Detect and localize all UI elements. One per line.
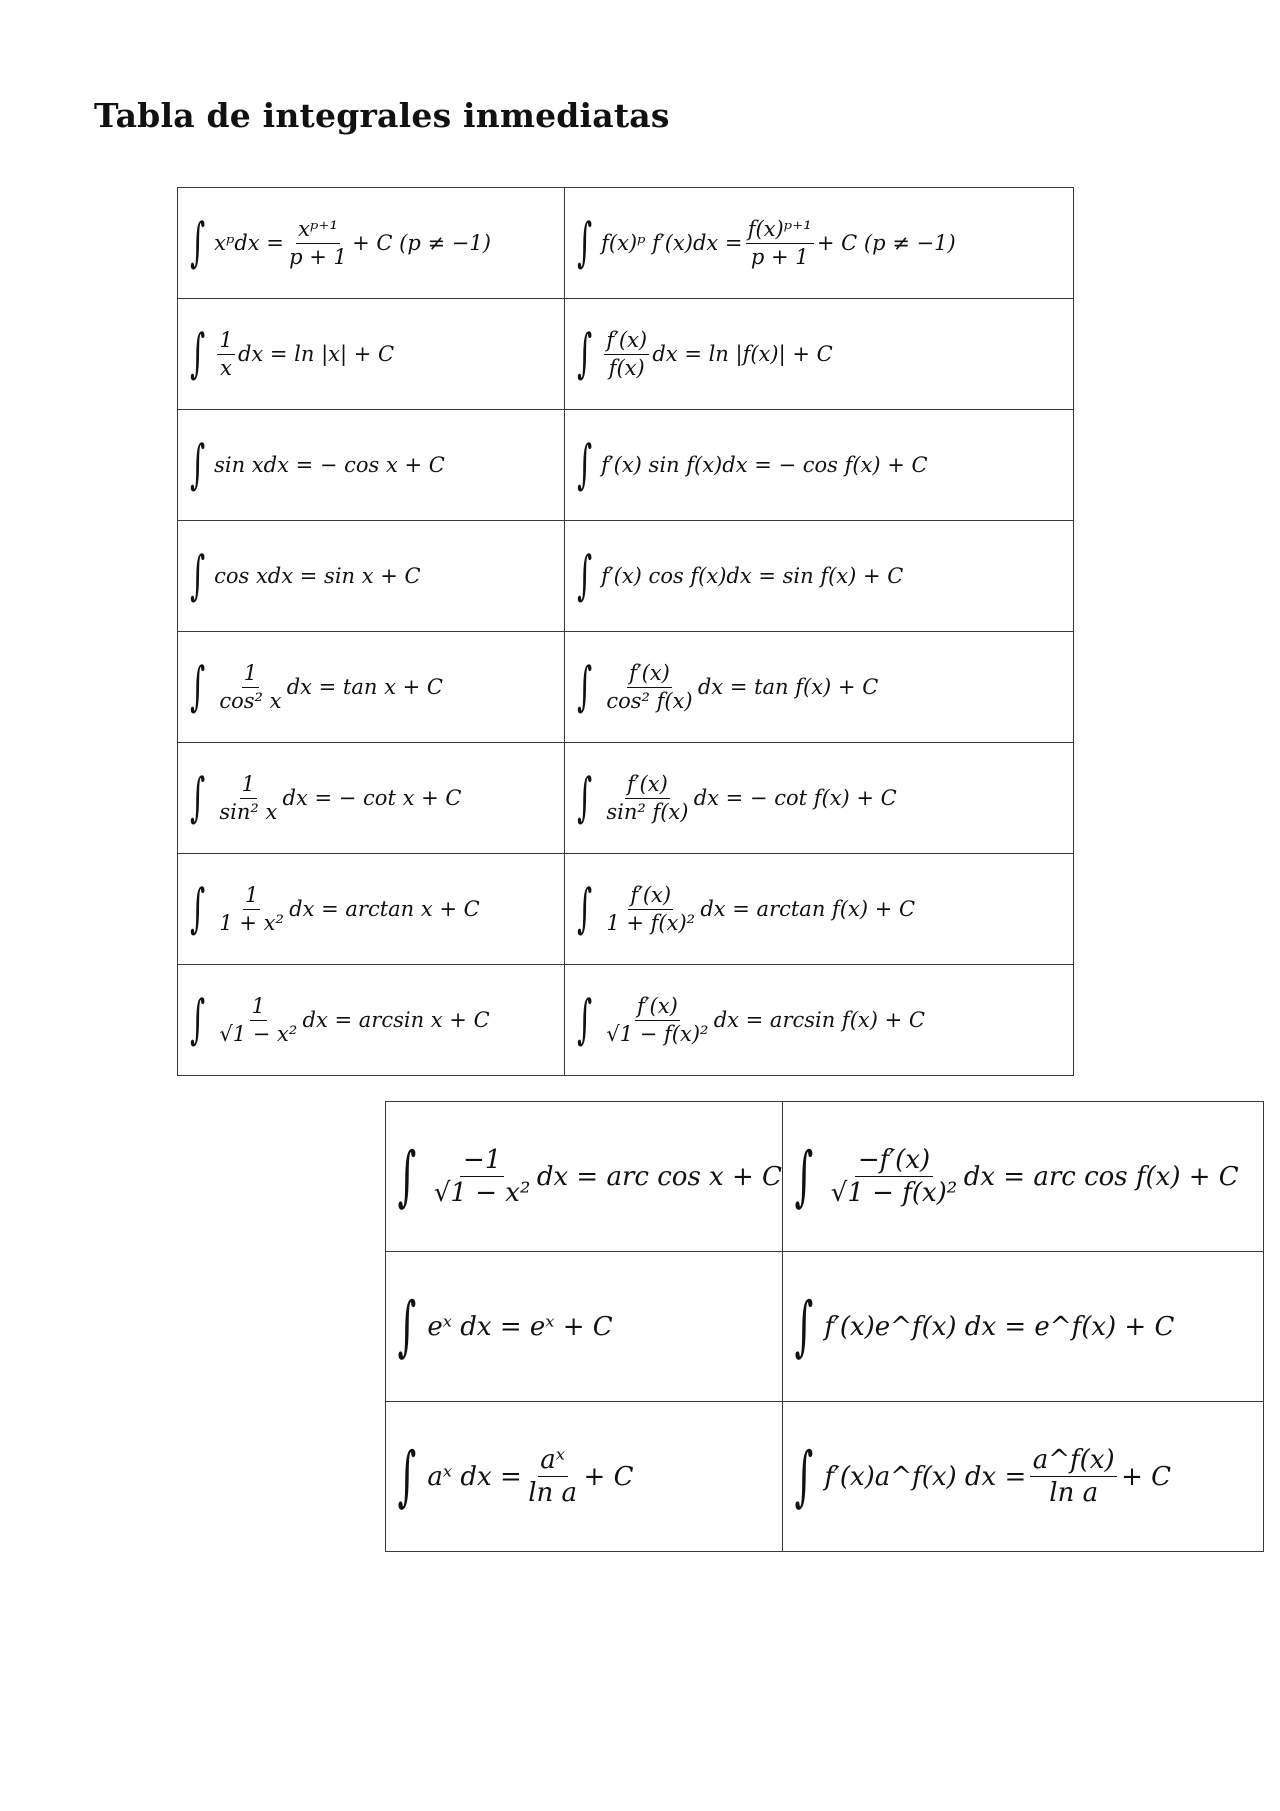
fraction xyxy=(217,882,286,936)
table-row xyxy=(178,521,1074,632)
integral-sign: ∫ xyxy=(397,1439,417,1514)
formula-lhs: f′(x) cos f(x)dx = sin f(x) + C xyxy=(601,564,904,588)
integral-sign: ∫ xyxy=(190,988,206,1050)
formula-rhs: dx = arc cos x + C xyxy=(536,1161,782,1192)
formula-rhs: + C (p ≠ −1) xyxy=(352,231,491,255)
formula-rhs: + C xyxy=(1121,1461,1172,1492)
fraction xyxy=(217,993,299,1047)
fraction-denominator: cos² x xyxy=(219,688,282,713)
integral-sign: ∫ xyxy=(577,655,593,717)
fraction-numerator: 1 xyxy=(242,660,260,687)
formula xyxy=(577,655,879,717)
formula-cell-right xyxy=(782,1402,1263,1552)
page-title: Tabla de integrales inmediatas xyxy=(94,96,670,135)
table-row xyxy=(178,410,1074,521)
integral-sign: ∫ xyxy=(794,1439,814,1514)
formula-cell-right xyxy=(565,743,1074,854)
fraction xyxy=(828,1144,960,1210)
fraction-denominator: √1 − f(x)² xyxy=(830,1178,958,1208)
integral-sign: ∫ xyxy=(577,877,593,939)
integral-table-upper xyxy=(177,187,1074,1076)
formula-lhs: f(x)ᵖ f′(x)dx = xyxy=(601,231,743,255)
fraction-numerator: f′(x) xyxy=(627,660,672,687)
formula-lhs: f′(x)a^f(x) dx = xyxy=(824,1461,1027,1492)
fraction-numerator: f(x)ᵖ⁺¹ xyxy=(746,216,814,243)
fraction xyxy=(604,993,710,1047)
fraction-denominator: p + 1 xyxy=(750,244,809,269)
formula xyxy=(577,322,833,384)
fraction xyxy=(217,771,279,825)
fraction-numerator: f′(x) xyxy=(628,882,673,909)
fraction-denominator: cos² f(x) xyxy=(606,688,693,713)
formula-cell-left xyxy=(386,1102,783,1252)
formula xyxy=(397,1289,613,1364)
fraction-numerator: 1 xyxy=(243,882,261,909)
lower-table-body xyxy=(386,1102,1264,1552)
fraction xyxy=(1030,1444,1117,1510)
formula xyxy=(577,211,956,273)
fraction xyxy=(526,1444,580,1510)
fraction-numerator: 1 xyxy=(250,993,268,1020)
formula-rhs: dx = arc cos f(x) + C xyxy=(963,1161,1239,1192)
formula-rhs: + C xyxy=(583,1461,634,1492)
table-row xyxy=(178,188,1074,299)
fraction xyxy=(287,216,349,270)
formula-cell-right xyxy=(565,188,1074,299)
fraction-denominator: √1 − x² xyxy=(219,1021,298,1046)
integral-sign: ∫ xyxy=(577,544,593,606)
formula xyxy=(190,877,480,939)
table-row xyxy=(178,854,1074,965)
fraction-denominator: f(x) xyxy=(608,355,645,380)
formula xyxy=(190,211,491,273)
formula-rhs: dx = ln |x| + C xyxy=(237,342,395,366)
fraction-numerator: f′(x) xyxy=(625,771,670,798)
formula xyxy=(577,988,925,1050)
formula xyxy=(190,655,443,717)
integral-table-lower xyxy=(385,1101,1264,1552)
integral-sign: ∫ xyxy=(397,1139,417,1214)
formula-cell-left xyxy=(178,521,565,632)
formula-lhs: cos xdx = sin x + C xyxy=(214,564,421,588)
fraction-denominator: sin² f(x) xyxy=(606,799,689,824)
formula-cell-right xyxy=(782,1102,1263,1252)
formula xyxy=(794,1439,1172,1514)
integral-sign: ∫ xyxy=(190,544,206,606)
formula xyxy=(397,1139,782,1214)
formula-cell-left xyxy=(386,1402,783,1552)
upper-table-body xyxy=(178,188,1074,1076)
integral-sign: ∫ xyxy=(794,1289,814,1364)
fraction xyxy=(604,660,694,714)
fraction xyxy=(604,327,649,381)
formula xyxy=(190,766,462,828)
formula-rhs: + C (p ≠ −1) xyxy=(816,231,956,255)
fraction-numerator: 1 xyxy=(217,327,235,354)
table-row xyxy=(178,299,1074,410)
fraction-denominator: √1 − f(x)² xyxy=(606,1021,709,1046)
formula-rhs: dx = ln |f(x)| + C xyxy=(652,342,833,366)
formula-rhs: dx = arcsin f(x) + C xyxy=(713,1008,925,1032)
fraction-numerator: −f′(x) xyxy=(855,1144,932,1178)
fraction-denominator: ln a xyxy=(528,1478,578,1508)
fraction-numerator: f′(x) xyxy=(635,993,680,1020)
fraction-numerator: 1 xyxy=(240,771,258,798)
formula-rhs: dx = arctan f(x) + C xyxy=(700,897,916,921)
fraction xyxy=(746,216,814,270)
formula xyxy=(794,1139,1239,1214)
fraction xyxy=(217,327,235,381)
integral-sign: ∫ xyxy=(190,433,206,495)
formula-cell-left xyxy=(178,410,565,521)
fraction-numerator: f′(x) xyxy=(604,327,649,354)
fraction-numerator: −1 xyxy=(460,1144,504,1178)
formula-lhs: f′(x) sin f(x)dx = − cos f(x) + C xyxy=(601,453,928,477)
fraction-denominator: ln a xyxy=(1049,1478,1099,1508)
table-row xyxy=(178,632,1074,743)
integral-sign: ∫ xyxy=(577,322,593,384)
formula-rhs: dx = − cot x + C xyxy=(282,786,462,810)
formula-cell-right xyxy=(565,632,1074,743)
formula-lhs: f′(x)e^f(x) dx = e^f(x) + C xyxy=(824,1311,1175,1342)
formula-rhs: dx = arctan x + C xyxy=(289,897,480,921)
formula-cell-right xyxy=(565,410,1074,521)
fraction-denominator: √1 − x² xyxy=(433,1178,531,1208)
fraction xyxy=(431,1144,533,1210)
formula-cell-left xyxy=(178,188,565,299)
formula xyxy=(190,322,395,384)
formula-lhs: aˣ dx = xyxy=(427,1461,522,1492)
fraction-numerator: a^f(x) xyxy=(1030,1444,1117,1478)
formula-cell-left xyxy=(178,743,565,854)
fraction-numerator: xᵖ⁺¹ xyxy=(296,216,340,243)
fraction-denominator: sin² x xyxy=(219,799,278,824)
integral-sign: ∫ xyxy=(577,211,593,273)
fraction xyxy=(217,660,283,714)
formula xyxy=(397,1439,634,1514)
integral-sign: ∫ xyxy=(190,322,206,384)
integral-sign: ∫ xyxy=(190,655,206,717)
table-row xyxy=(386,1252,1264,1402)
fraction-numerator: aˣ xyxy=(538,1444,568,1478)
table-row xyxy=(386,1102,1264,1252)
formula-rhs: dx = tan x + C xyxy=(286,675,443,699)
integral-sign: ∫ xyxy=(397,1289,417,1364)
integral-sign: ∫ xyxy=(190,877,206,939)
fraction-denominator: 1 + x² xyxy=(219,910,284,935)
integral-sign: ∫ xyxy=(577,433,593,495)
table-row xyxy=(178,965,1074,1076)
fraction xyxy=(604,771,690,825)
formula-cell-right xyxy=(565,965,1074,1076)
formula-lhs: sin xdx = − cos x + C xyxy=(214,453,445,477)
formula xyxy=(190,988,490,1050)
formula xyxy=(190,544,421,606)
formula-rhs: dx = arcsin x + C xyxy=(302,1008,490,1032)
formula-lhs: xᵖdx = xyxy=(214,231,284,255)
integral-sign: ∫ xyxy=(577,766,593,828)
integral-sign: ∫ xyxy=(794,1139,814,1214)
formula-cell-right xyxy=(782,1252,1263,1402)
formula-cell-left xyxy=(178,965,565,1076)
fraction-denominator: x xyxy=(220,355,232,380)
formula xyxy=(577,433,928,495)
formula-cell-right xyxy=(565,854,1074,965)
formula xyxy=(577,877,916,939)
fraction-denominator: p + 1 xyxy=(289,244,347,269)
formula-cell-right xyxy=(565,521,1074,632)
formula-cell-right xyxy=(565,299,1074,410)
integral-sign: ∫ xyxy=(577,988,593,1050)
integral-sign: ∫ xyxy=(190,766,206,828)
formula xyxy=(190,433,445,495)
fraction-denominator: 1 + f(x)² xyxy=(606,910,696,935)
formula xyxy=(577,766,897,828)
table-row xyxy=(178,743,1074,854)
formula xyxy=(577,544,904,606)
formula-cell-left xyxy=(178,299,565,410)
formula-cell-left xyxy=(178,632,565,743)
formula-lhs: eˣ dx = eˣ + C xyxy=(427,1311,613,1342)
formula-rhs: dx = − cot f(x) + C xyxy=(693,786,897,810)
fraction xyxy=(604,882,697,936)
formula-cell-left xyxy=(386,1252,783,1402)
formula-rhs: dx = tan f(x) + C xyxy=(697,675,879,699)
table-row xyxy=(386,1402,1264,1552)
integral-sign: ∫ xyxy=(190,211,206,273)
formula xyxy=(794,1289,1175,1364)
formula-cell-left xyxy=(178,854,565,965)
